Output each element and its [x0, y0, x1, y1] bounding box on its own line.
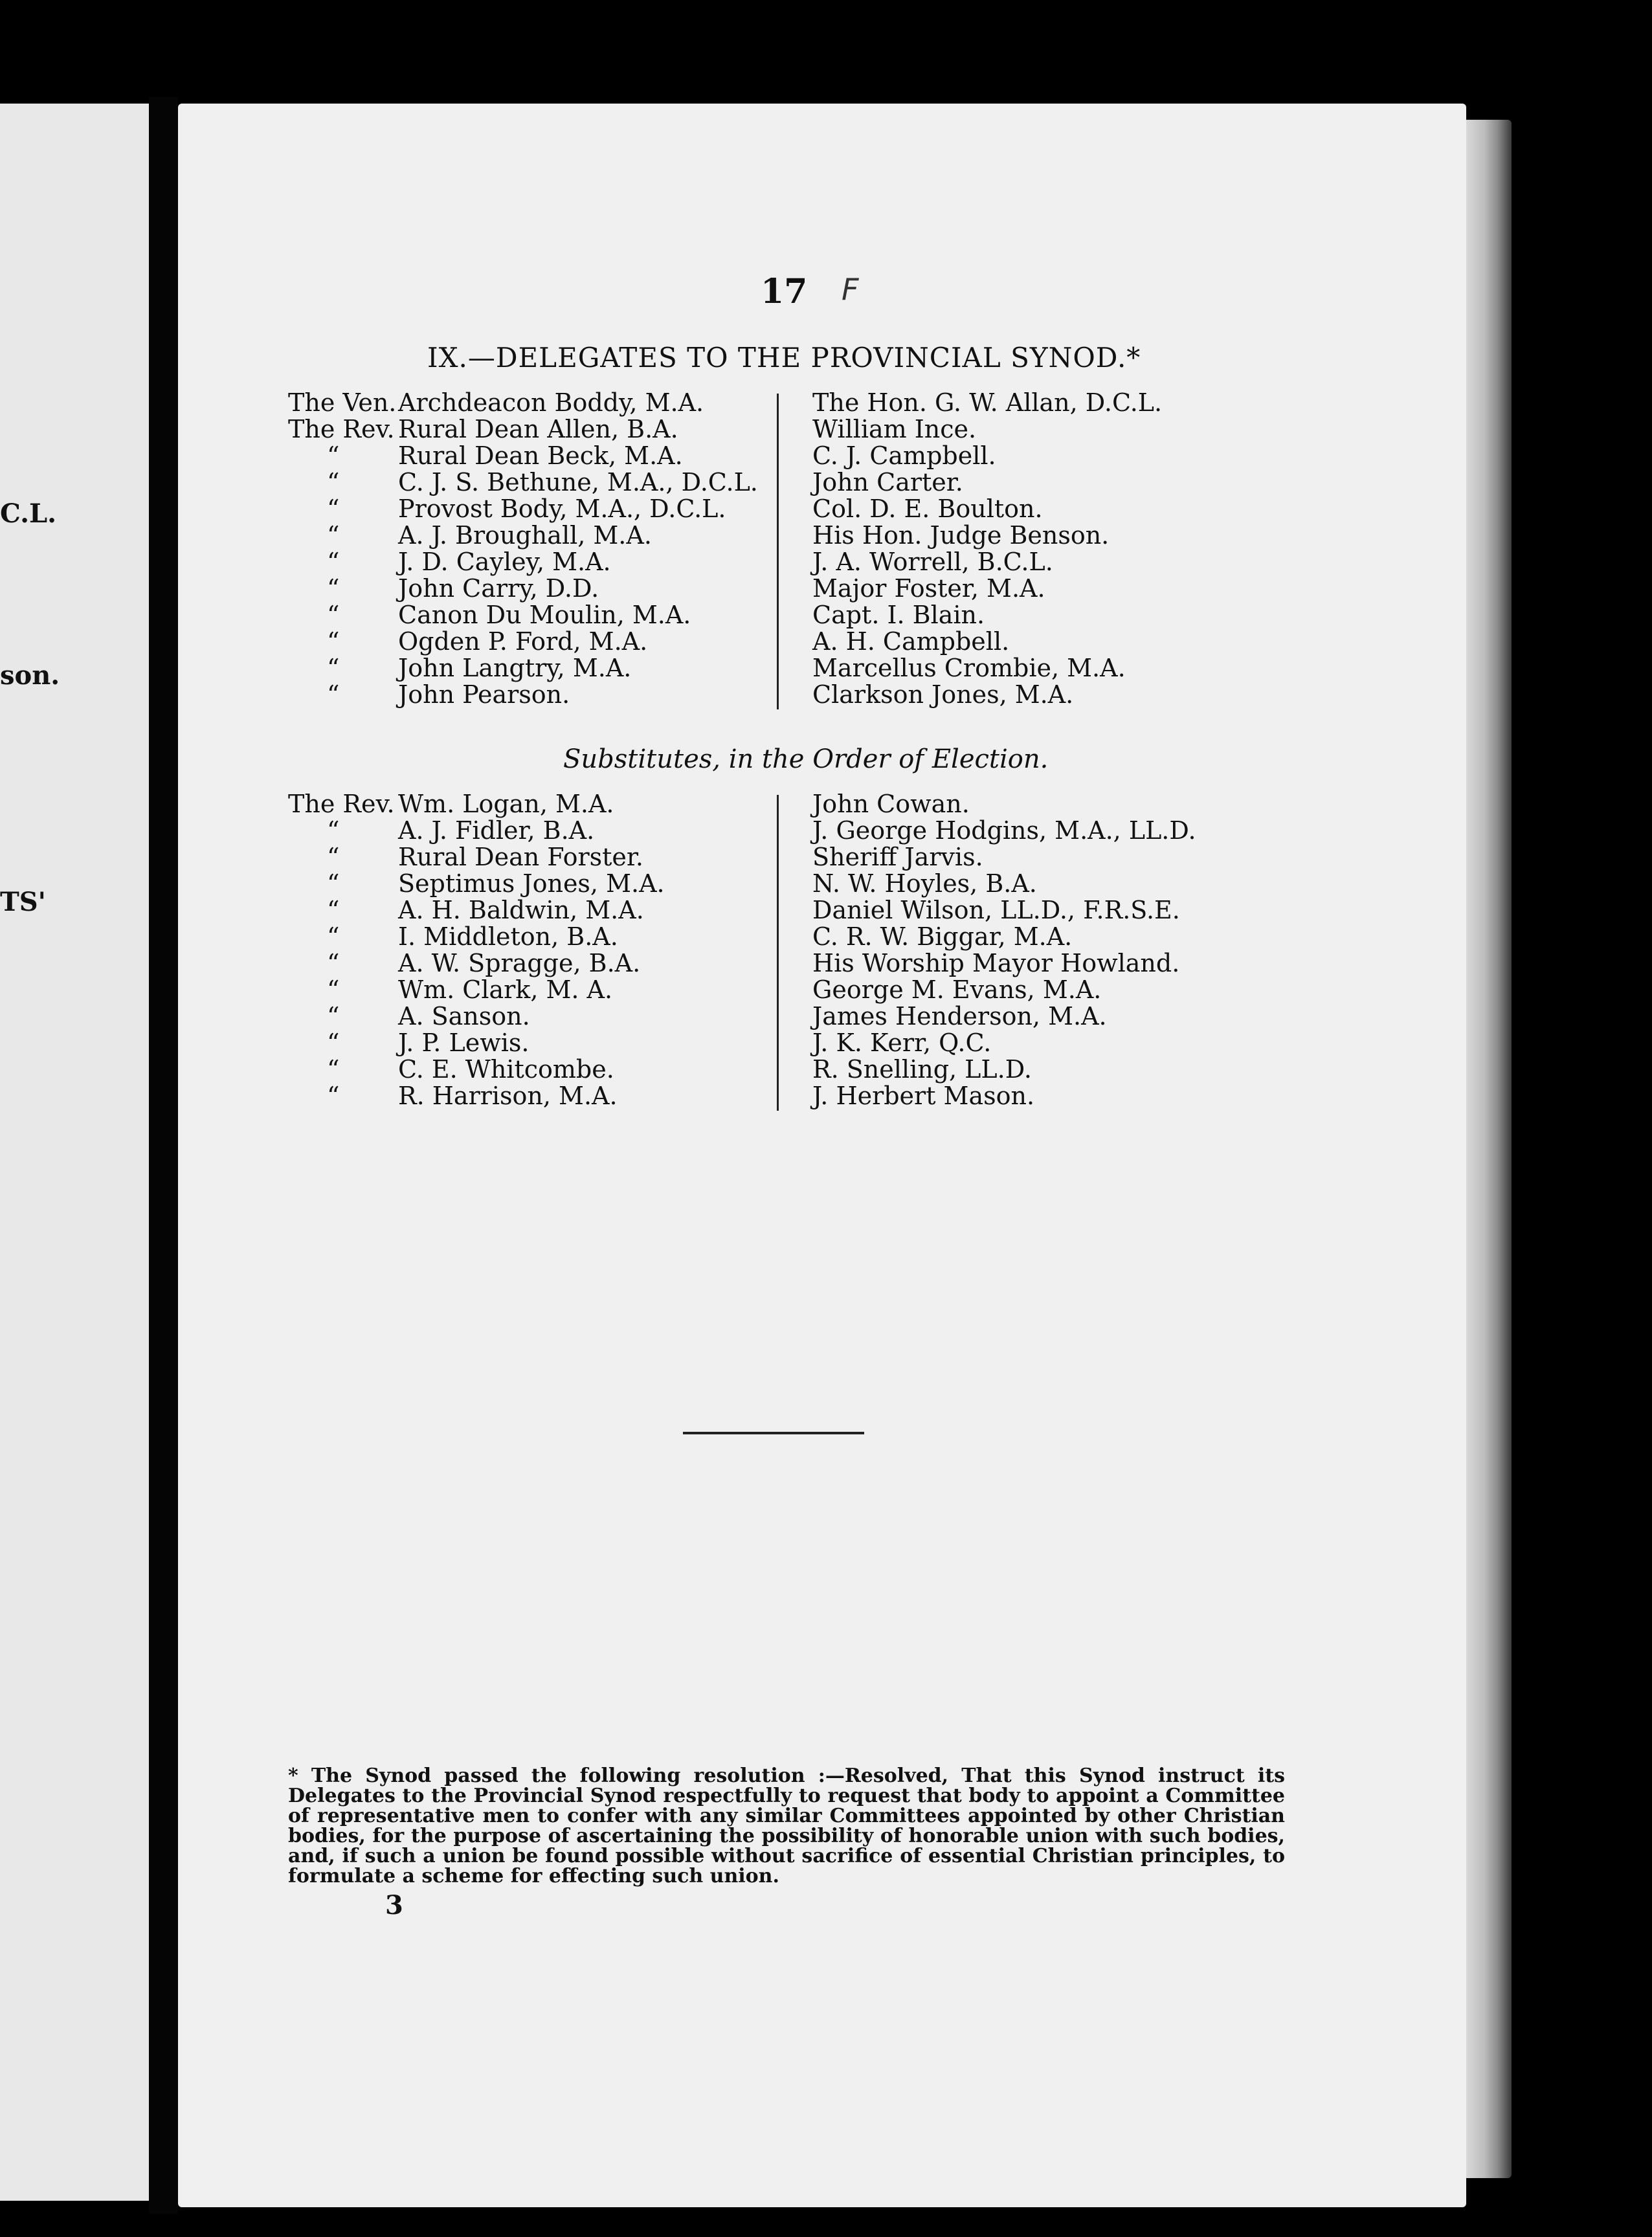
laity-list-item: J. George Hodgins, M.A., LL.D. [812, 816, 1196, 845]
person-name: Ogden P. Ford, M.A. [398, 627, 648, 656]
person-name: Provost Body, M.A., D.C.L. [398, 495, 726, 523]
page-edge [1466, 120, 1512, 2178]
clergy-list-item [288, 629, 758, 655]
substitutes-heading: Substitutes, in the Order of Election. [563, 744, 1049, 774]
title-prefix: “ [327, 843, 340, 871]
person-name: A. H. Baldwin, M.A. [398, 896, 644, 924]
title-prefix: “ [327, 654, 340, 682]
laity-list-item: Major Foster, M.A. [812, 574, 1045, 603]
title-prefix: “ [327, 495, 340, 523]
laity-list-item: Marcellus Crombie, M.A. [812, 654, 1126, 682]
column-divider [777, 795, 779, 1111]
clergy-list-item [288, 390, 758, 416]
clergy-list-item [288, 602, 758, 629]
facing-page-fragment: C.L. [0, 498, 57, 529]
clergy-list-item [288, 791, 665, 818]
person-name: Archdeacon Boddy, M.A. [398, 388, 704, 417]
clergy-list-item [288, 897, 665, 924]
title-prefix: “ [327, 1055, 340, 1084]
person-name: I. Middleton, B.A. [398, 922, 618, 951]
laity-list-item: Capt. I. Blain. [812, 601, 985, 629]
title-prefix: The Rev. [288, 790, 395, 818]
clergy-list-item [288, 416, 758, 443]
title-prefix: “ [327, 468, 340, 496]
person-name: A. Sanson. [398, 1002, 530, 1030]
laity-list-item: George M. Evans, M.A. [812, 975, 1102, 1004]
title-prefix: “ [327, 627, 340, 656]
person-name: A. J. Fidler, B.A. [398, 816, 595, 845]
laity-list-item: Daniel Wilson, LL.D., F.R.S.E. [812, 896, 1180, 924]
person-name: Rural Dean Allen, B.A. [398, 415, 678, 443]
laity-list-item: Sheriff Jarvis. [812, 843, 983, 871]
clergy-list-item [288, 1056, 665, 1083]
title-prefix: “ [327, 975, 340, 1004]
person-name: Wm. Clark, M. A. [398, 975, 613, 1004]
laity-list-item: Col. D. E. Boulton. [812, 495, 1043, 523]
clergy-list-item [288, 871, 665, 897]
person-name: John Carry, D.D. [398, 574, 599, 603]
title-prefix: “ [327, 922, 340, 951]
laity-list-item: J. Herbert Mason. [812, 1082, 1035, 1110]
signature-mark: 3 [385, 1890, 403, 1920]
title-prefix: “ [327, 1029, 340, 1057]
laity-list-item: William Ince. [812, 415, 977, 443]
title-prefix: “ [327, 1002, 340, 1030]
substitutes-clergy-column [288, 791, 665, 1109]
clergy-list-item [288, 549, 758, 575]
title-prefix: “ [327, 1082, 340, 1110]
section-title: IX.—DELEGATES TO THE PROVINCIAL SYNOD.* [427, 342, 1141, 373]
facing-page-fragment: son. [0, 660, 60, 691]
book-gutter [149, 97, 178, 2214]
title-prefix: “ [327, 869, 340, 898]
title-prefix: “ [327, 601, 340, 629]
laity-list-item: John Carter. [812, 468, 963, 496]
clergy-list-item [288, 575, 758, 602]
clergy-list-item [288, 1003, 665, 1030]
clergy-list-item [288, 924, 665, 950]
footnote: * The Synod passed the following resolution :—Resolved, That this Synod instruct its Delegates to the Provincial Synod respectfully to request that body to appoint a Committee of representative men to confer with any similar Committees appointed by other Christian bodies, for the purpose of ascertaining the possibility of honorable union with such bodies, and, if such a union be found possible without sacrifice of essential Christian principles, to formulate a scheme for effecting such union. [288, 1764, 1285, 1887]
laity-list-item: J. A. Worrell, B.C.L. [812, 548, 1053, 576]
page-number: 17 [761, 272, 808, 311]
title-prefix: “ [327, 574, 340, 603]
clergy-list-item [288, 496, 758, 522]
facing-page-fragment: TS' [0, 887, 46, 917]
section-rule [683, 1432, 864, 1434]
laity-list-item: R. Snelling, LL.D. [812, 1055, 1032, 1084]
clergy-list-item [288, 682, 758, 708]
delegates-laity-column [812, 390, 1162, 708]
clergy-list-item [288, 522, 758, 549]
clergy-list-item [288, 844, 665, 871]
title-prefix: “ [327, 896, 340, 924]
person-name: C. J. S. Bethune, M.A., D.C.L. [398, 468, 758, 496]
substitutes-laity-column [812, 791, 1196, 1109]
person-name: John Pearson. [398, 680, 570, 709]
laity-list-item: The Hon. G. W. Allan, D.C.L. [812, 388, 1163, 417]
person-name: Septimus Jones, M.A. [398, 869, 665, 898]
laity-list-item: James Henderson, M.A. [812, 1002, 1107, 1030]
pencil-annotation: F [842, 272, 859, 307]
clergy-list-item [288, 1030, 665, 1056]
clergy-list-item [288, 469, 758, 496]
person-name: A. J. Broughall, M.A. [398, 521, 652, 550]
person-name: J. P. Lewis. [398, 1029, 530, 1057]
column-divider [777, 394, 779, 709]
facing-page [0, 104, 149, 2201]
person-name: Canon Du Moulin, M.A. [398, 601, 691, 629]
person-name: Wm. Logan, M.A. [398, 790, 614, 818]
laity-list-item: Clarkson Jones, M.A. [812, 680, 1074, 709]
title-prefix: “ [327, 548, 340, 576]
laity-list-item: His Hon. Judge Benson. [812, 521, 1110, 550]
laity-list-item: John Cowan. [812, 790, 970, 818]
laity-list-item: C. J. Campbell. [812, 441, 996, 470]
laity-list-item: J. K. Kerr, Q.C. [812, 1029, 992, 1057]
person-name: C. E. Whitcombe. [398, 1055, 614, 1084]
title-prefix: “ [327, 816, 340, 845]
title-prefix: “ [327, 441, 340, 470]
title-prefix: “ [327, 949, 340, 977]
delegates-clergy-column [288, 390, 758, 708]
laity-list-item: N. W. Hoyles, B.A. [812, 869, 1037, 898]
person-name: A. W. Spragge, B.A. [398, 949, 641, 977]
clergy-list-item [288, 977, 665, 1003]
person-name: John Langtry, M.A. [398, 654, 632, 682]
title-prefix: “ [327, 521, 340, 550]
title-prefix: The Rev. [288, 415, 395, 443]
laity-list-item: C. R. W. Biggar, M.A. [812, 922, 1073, 951]
clergy-list-item [288, 655, 758, 682]
person-name: R. Harrison, M.A. [398, 1082, 618, 1110]
person-name: J. D. Cayley, M.A. [398, 548, 611, 576]
clergy-list-item [288, 443, 758, 469]
title-prefix: The Ven. [288, 388, 397, 417]
laity-list-item: A. H. Campbell. [812, 627, 1010, 656]
title-prefix: “ [327, 680, 340, 709]
clergy-list-item [288, 1083, 665, 1109]
person-name: Rural Dean Forster. [398, 843, 643, 871]
clergy-list-item [288, 818, 665, 844]
clergy-list-item [288, 950, 665, 977]
person-name: Rural Dean Beck, M.A. [398, 441, 683, 470]
laity-list-item: His Worship Mayor Howland. [812, 949, 1180, 977]
